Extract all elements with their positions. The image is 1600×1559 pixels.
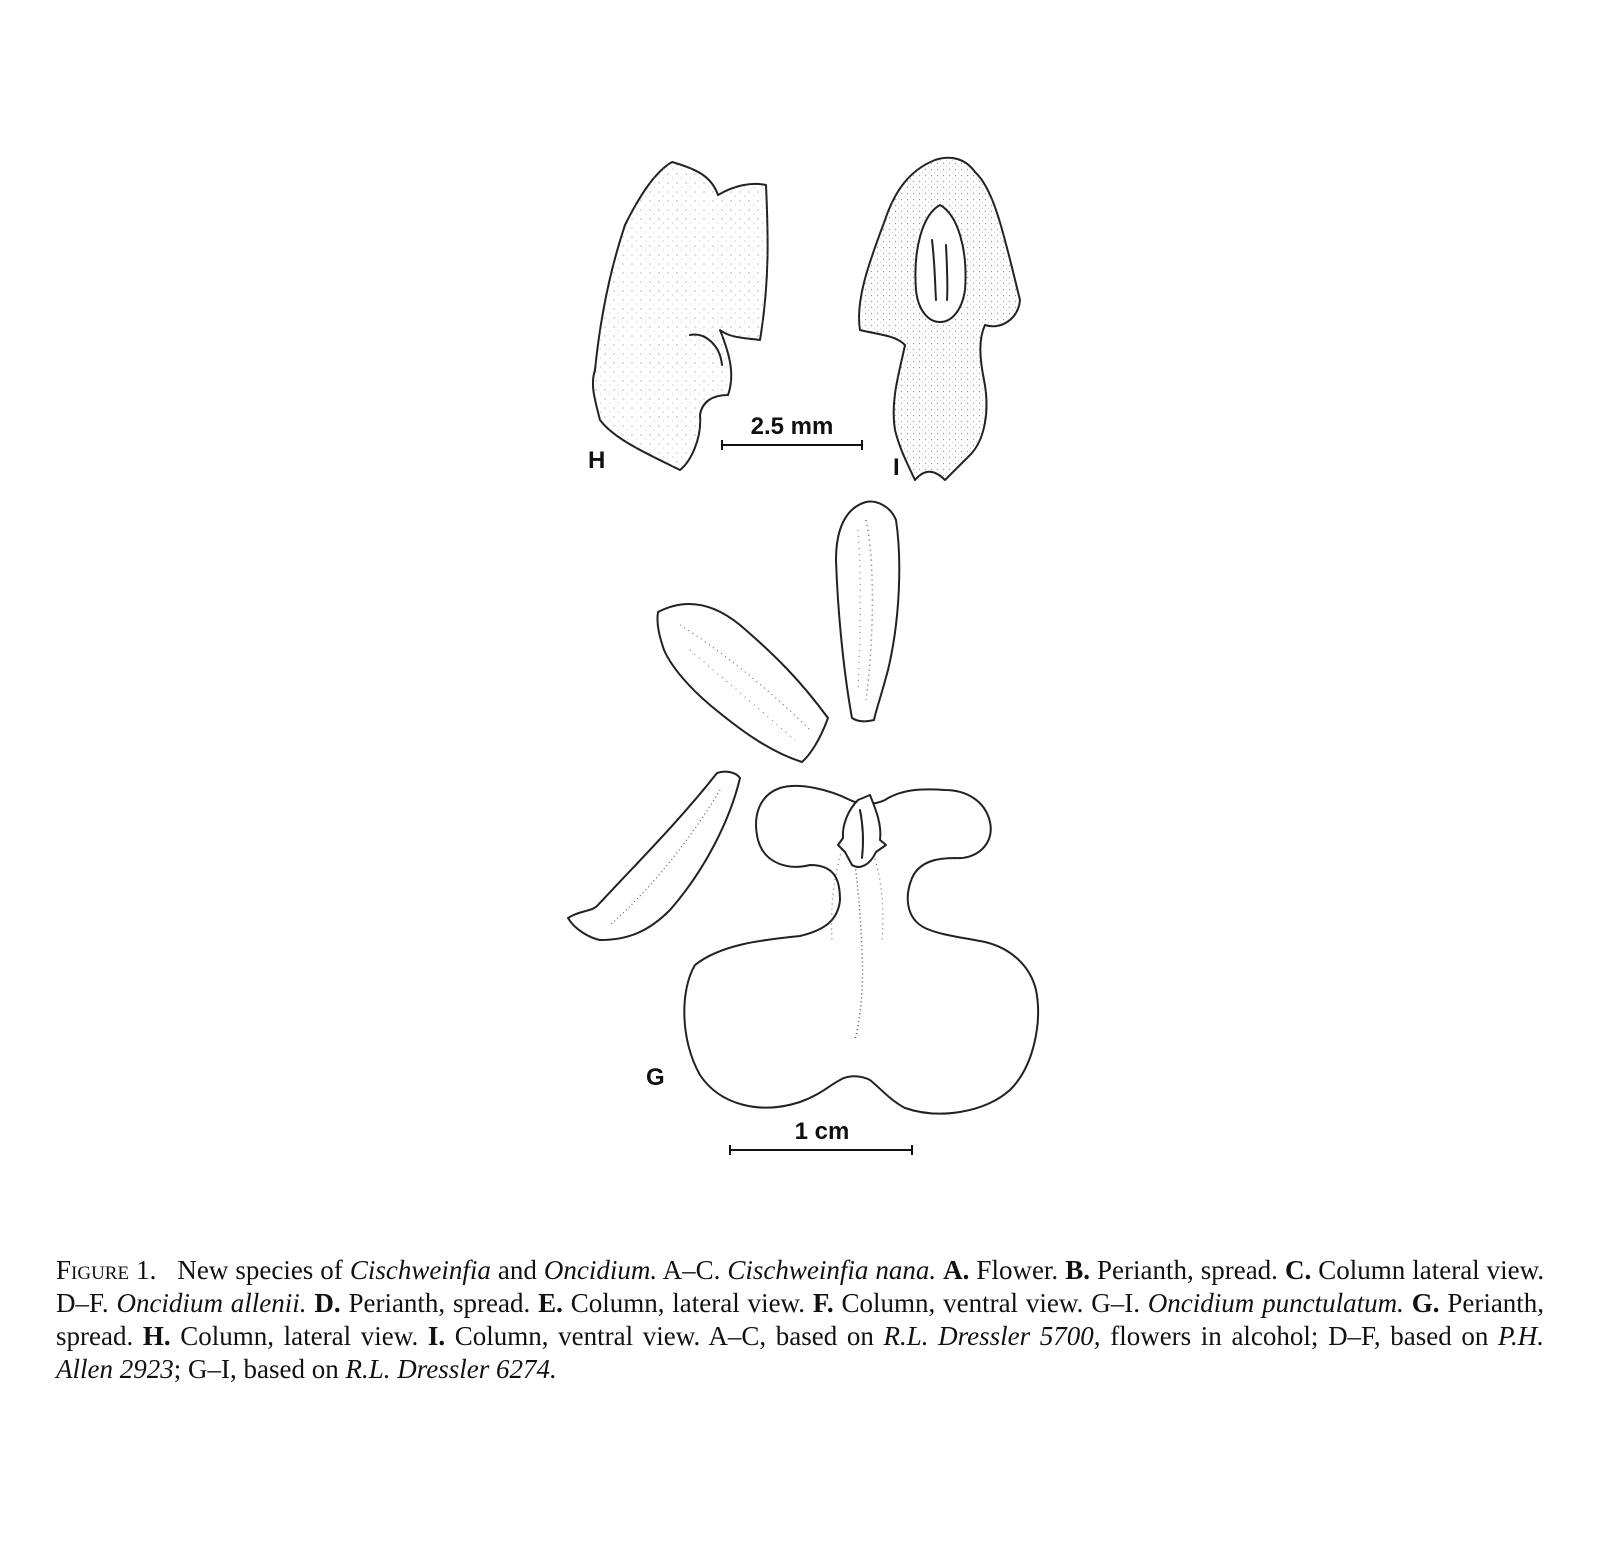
lip-perianth-drawing [684,786,1038,1114]
lateral-sepal-drawing [568,772,740,940]
caption-collection: R.L. Dressler 5700, [883,1321,1101,1351]
caption-panel-ref: G. [1411,1288,1440,1318]
column-lateral-view-drawing [593,162,768,470]
scale-bar-lower-label: 1 cm [794,1118,850,1145]
caption-panel-desc: Perianth, spread. [56,1288,1545,1351]
panel-label-i: I [893,454,900,481]
caption-range: A–C. [662,1255,721,1285]
dorsal-sepal-drawing [836,502,899,722]
caption-panel-desc: Flower. [976,1255,1059,1285]
scale-bar-upper-label: 2.5 mm [750,413,834,440]
caption-basis-text: G–I, based on [188,1354,339,1384]
caption-text: and [497,1255,537,1285]
caption-text: New species of [177,1255,343,1285]
caption-basis-text: ; [173,1354,182,1384]
caption-panel-desc: Perianth, spread. [348,1288,531,1318]
caption-figure-number: 1. [136,1255,157,1285]
caption-panel-ref: I. [427,1321,446,1351]
column-ventral-view-drawing [859,158,1020,480]
caption-panel-desc: Column, ventral view. [841,1288,1084,1318]
caption-genus: Oncidium. [543,1255,658,1285]
caption-basis-text: A–C, based on [708,1321,874,1351]
caption-collection: P.H. Allen 2923 [56,1321,1545,1384]
caption-panel-desc: Column, ventral view. [454,1321,701,1351]
caption-panel-desc: Column lateral view. [1318,1255,1545,1285]
caption-species: Oncidium punctulatum. [1147,1288,1404,1318]
caption-range: D–F. [56,1288,109,1318]
panel-label-h: H [588,447,606,474]
caption-panel-ref: B. [1065,1255,1090,1285]
figure-caption [56,1254,1544,1386]
caption-panel-ref: E. [538,1288,563,1318]
caption-basis-text: D–F, based on [1328,1321,1489,1351]
caption-panel-ref: A. [943,1255,970,1285]
caption-range: G–I. [1091,1288,1140,1318]
caption-panel-desc: Perianth, spread. [1096,1255,1278,1285]
caption-species: Oncidium allenii. [116,1288,307,1318]
caption-panel-ref: F. [812,1288,834,1318]
caption-genus: Cischweinfia [349,1255,491,1285]
caption-basis-text: flowers in alcohol; [1110,1321,1319,1351]
caption-species: Cischweinfia nana. [727,1255,937,1285]
panel-label-g: G [646,1064,665,1091]
caption-panel-desc: Column, lateral view. [570,1288,806,1318]
caption-panel-ref: D. [314,1288,341,1318]
caption-collection: R.L. Dressler 6274. [345,1354,557,1384]
petal-drawing [657,604,828,762]
caption-panel-ref: C. [1284,1255,1312,1285]
caption-panel-desc: Column, lateral view. [180,1321,419,1351]
scale-bar-upper [722,413,862,450]
caption-figure-word: Figure [56,1255,130,1285]
scale-bar-lower [730,1118,912,1155]
caption-panel-ref: H. [142,1321,171,1351]
